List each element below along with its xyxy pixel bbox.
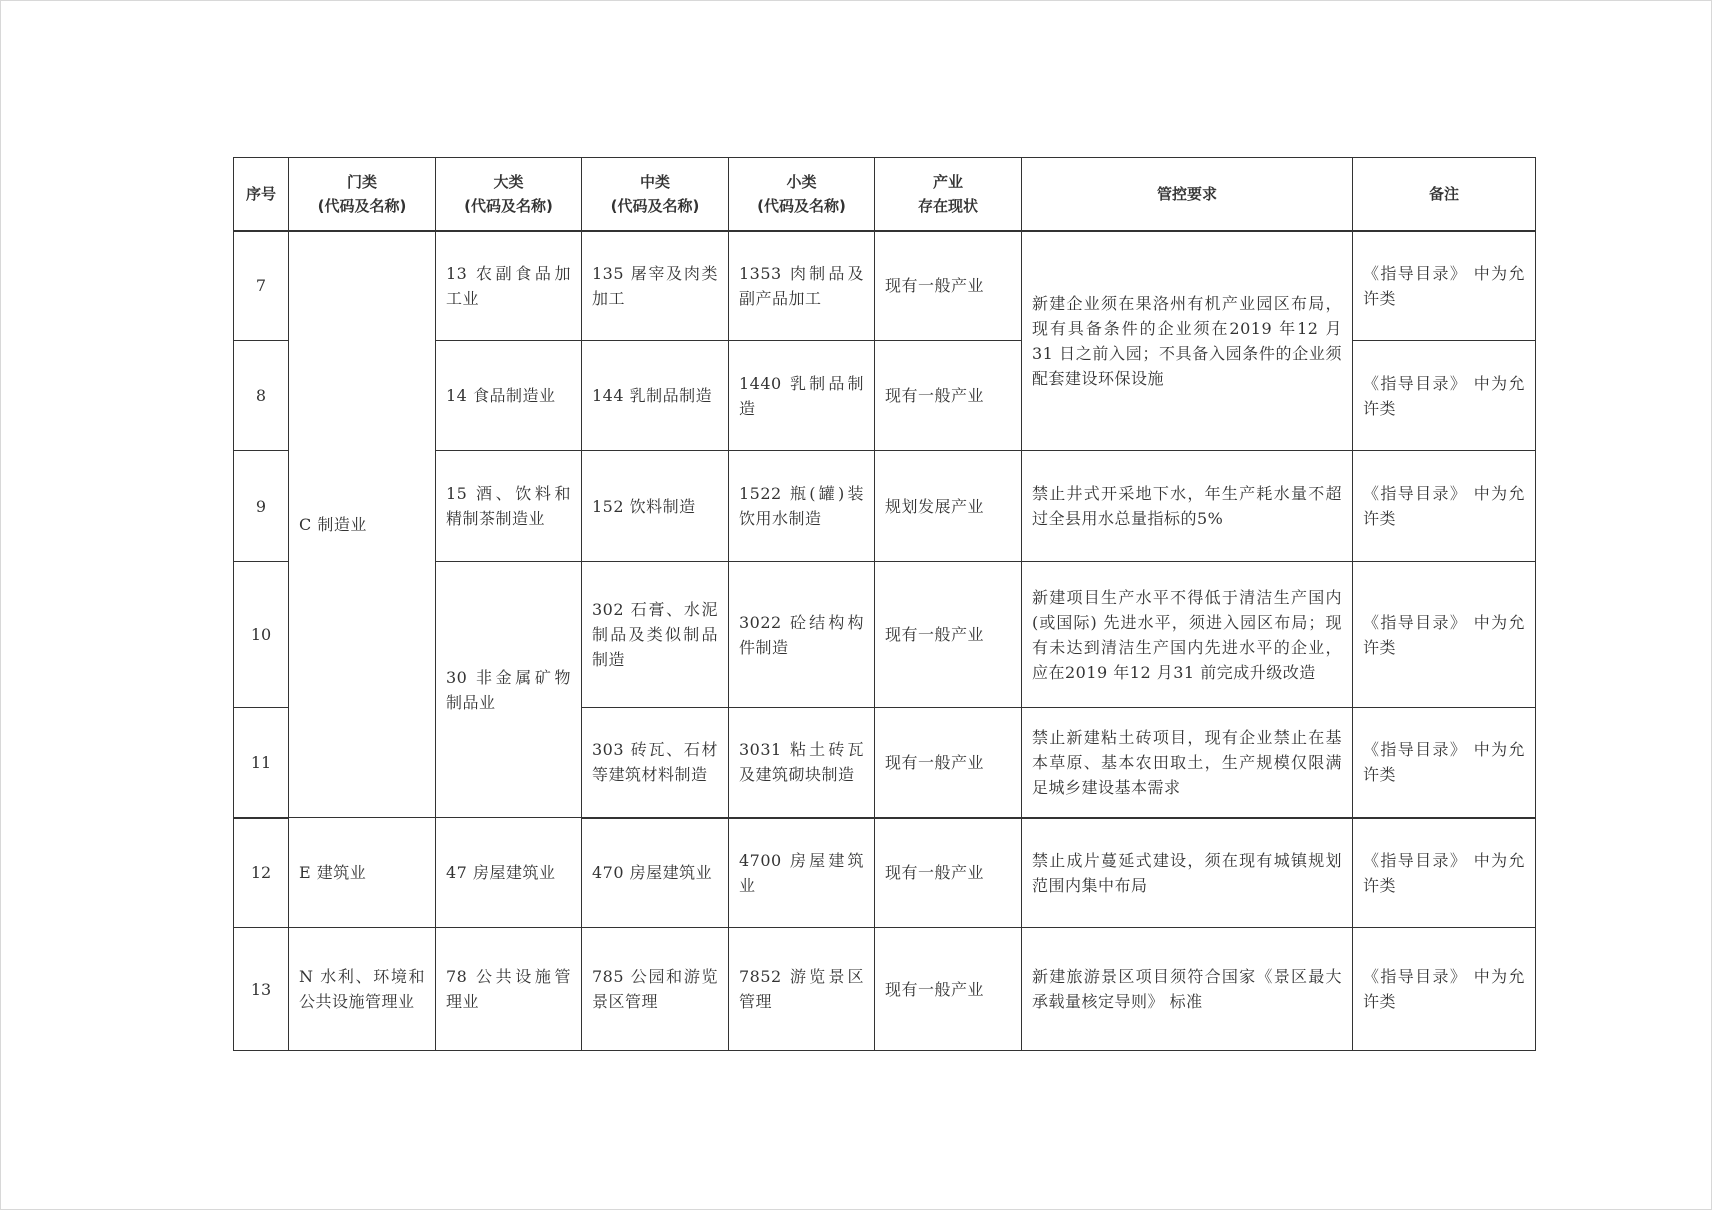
cell-seq: 12 <box>234 818 289 928</box>
header-dalei: 大类 (代码及名称) <box>436 158 582 231</box>
cell-status: 规划发展产业 <box>875 451 1022 562</box>
header-control: 管控要求 <box>1022 158 1353 231</box>
header-zhonglei: 中类 (代码及名称) <box>582 158 729 231</box>
cell-dalei: 47 房屋建筑业 <box>436 818 582 928</box>
cell-xiaolei: 7852 游览景区管理 <box>729 928 875 1051</box>
table-row <box>234 818 1536 928</box>
header-status: 产业 存在现状 <box>875 158 1022 231</box>
cell-remark: 《指导目录》 中为允许类 <box>1353 928 1536 1051</box>
cell-dalei: 15 酒、饮料和精制茶制造业 <box>436 451 582 562</box>
cell-remark: 《指导目录》 中为允许类 <box>1353 341 1536 451</box>
header-menlei: 门类 (代码及名称) <box>289 158 436 231</box>
cell-seq: 11 <box>234 708 289 818</box>
cell-zhonglei: 470 房屋建筑业 <box>582 818 729 928</box>
cell-control: 禁止井式开采地下水，年生产耗水量不超过全县用水总量指标的5% <box>1022 451 1353 562</box>
cell-seq: 8 <box>234 341 289 451</box>
header-xiaolei: 小类 (代码及名称) <box>729 158 875 231</box>
cell-dalei: 14 食品制造业 <box>436 341 582 451</box>
industry-control-table <box>233 157 1536 1051</box>
cell-remark: 《指导目录》 中为允许类 <box>1353 231 1536 341</box>
cell-status: 现有一般产业 <box>875 928 1022 1051</box>
cell-seq: 13 <box>234 928 289 1051</box>
cell-seq: 7 <box>234 231 289 341</box>
cell-zhonglei: 144 乳制品制造 <box>582 341 729 451</box>
cell-seq: 10 <box>234 562 289 708</box>
cell-xiaolei: 3022 砼结构构件制造 <box>729 562 875 708</box>
cell-xiaolei: 1353 肉制品及副产品加工 <box>729 231 875 341</box>
cell-status: 现有一般产业 <box>875 562 1022 708</box>
cell-control: 新建企业须在果洛州有机产业园区布局，现有具备条件的企业须在2019 年12 月31 日之前入园；不具备入园条件的企业须配套建设环保设施 <box>1022 231 1353 451</box>
cell-control: 新建旅游景区项目须符合国家《景区最大承载量核定导则》 标准 <box>1022 928 1353 1051</box>
cell-menlei: C 制造业 <box>289 231 436 818</box>
cell-zhonglei: 303 砖瓦、石材等建筑材料制造 <box>582 708 729 818</box>
cell-status: 现有一般产业 <box>875 818 1022 928</box>
table-row <box>234 231 1536 341</box>
cell-dalei: 13 农副食品加工业 <box>436 231 582 341</box>
header-row <box>234 158 1536 231</box>
header-remark: 备注 <box>1353 158 1536 231</box>
cell-zhonglei: 302 石膏、水泥制品及类似制品制造 <box>582 562 729 708</box>
cell-menlei: N 水利、环境和公共设施管理业 <box>289 928 436 1051</box>
cell-xiaolei: 1440 乳制品制造 <box>729 341 875 451</box>
cell-xiaolei: 1522 瓶(罐)装饮用水制造 <box>729 451 875 562</box>
cell-status: 现有一般产业 <box>875 231 1022 341</box>
cell-menlei: E 建筑业 <box>289 818 436 928</box>
cell-zhonglei: 152 饮料制造 <box>582 451 729 562</box>
cell-xiaolei: 3031 粘土砖瓦及建筑砌块制造 <box>729 708 875 818</box>
cell-seq: 9 <box>234 451 289 562</box>
cell-remark: 《指导目录》 中为允许类 <box>1353 451 1536 562</box>
cell-status: 现有一般产业 <box>875 341 1022 451</box>
header-seq: 序号 <box>234 158 289 231</box>
cell-dalei: 30 非金属矿物制品业 <box>436 562 582 818</box>
cell-control: 新建项目生产水平不得低于清洁生产国内(或国际) 先进水平，须进入园区布局；现有未达到清洁生产国内先进水平的企业，应在2019 年12 月31 前完成升级改造 <box>1022 562 1353 708</box>
cell-dalei: 78 公共设施管理业 <box>436 928 582 1051</box>
cell-zhonglei: 135 屠宰及肉类加工 <box>582 231 729 341</box>
cell-remark: 《指导目录》 中为允许类 <box>1353 708 1536 818</box>
cell-remark: 《指导目录》 中为允许类 <box>1353 818 1536 928</box>
table-row <box>234 928 1536 1051</box>
cell-remark: 《指导目录》 中为允许类 <box>1353 562 1536 708</box>
cell-xiaolei: 4700 房屋建筑业 <box>729 818 875 928</box>
cell-zhonglei: 785 公园和游览景区管理 <box>582 928 729 1051</box>
cell-control: 禁止新建粘土砖项目，现有企业禁止在基本草原、基本农田取土，生产规模仅限满足城乡建设基本需求 <box>1022 708 1353 818</box>
cell-control: 禁止成片蔓延式建设，须在现有城镇规划范围内集中布局 <box>1022 818 1353 928</box>
cell-status: 现有一般产业 <box>875 708 1022 818</box>
